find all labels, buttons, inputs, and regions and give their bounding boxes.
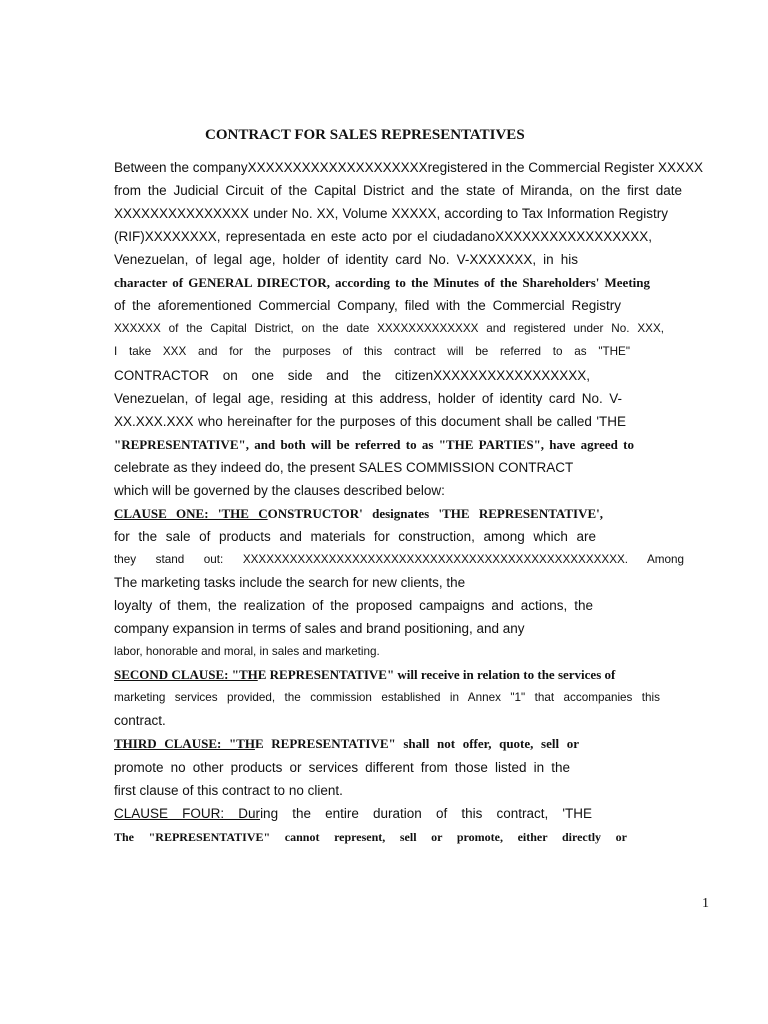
paragraph-line: they stand out: XXXXXXXXXXXXXXXXXXXXXXXXXXXXXXXXXXXXXXXXXXXXXXXXX. Among [114,553,684,566]
paragraph-line: labor, honorable and moral, in sales and marketing. [114,645,380,658]
paragraph-line: company expansion in terms of sales and brand positioning, and any [114,621,525,636]
clause-two-label: SECOND CLAUSE: "TH [114,667,258,682]
paragraph-line: loyalty of them, the realization of the proposed campaigns and actions, the [114,598,593,613]
clause-four-text: ing the entire duration of this contract, 'THE [260,806,592,821]
paragraph-line: I take XXX and for the purposes of this contract will be referred to as "THE" [114,345,630,358]
paragraph-line: Between the companyXXXXXXXXXXXXXXXXXXXXregistered in the Commercial Register XXXXX [114,160,704,175]
clause-three-label: THIRD CLAUSE: "TH [114,736,255,751]
clause-four-heading [114,805,592,823]
paragraph-line: XXXXXX of the Capital District, on the date XXXXXXXXXXXXX and registered under No. XXX, [114,322,664,335]
paragraph-line: Venezuelan, of legal age, holder of identity card No. V-XXXXXXX, in his [114,252,578,267]
paragraph-line: for the sale of products and materials for construction, among which are [114,529,596,544]
paragraph-line: character of GENERAL DIRECTOR, according to the Minutes of the Shareholders' Meeting [114,275,650,290]
paragraph-line: "REPRESENTATIVE", and both will be referred to as "THE PARTIES", have agreed to [114,437,634,452]
paragraph-line: The marketing tasks include the search for new clients, the [114,575,466,590]
clause-one-label: CLAUSE ONE: 'THE C [114,506,268,521]
clause-two-text: E REPRESENTATIVE" will receive in relation to the services of [257,667,616,682]
clause-one-heading [114,505,603,523]
paragraph-line: marketing services provided, the commission established in Annex "1" that accompanies this [114,691,660,704]
paragraph-line: contract. [114,713,166,728]
paragraph-line: celebrate as they indeed do, the present SALES COMMISSION CONTRACT [114,460,574,475]
clause-two-heading [114,666,615,684]
paragraph-line: which will be governed by the clauses described below: [114,483,445,498]
paragraph-line: Venezuelan, of legal age, residing at this address, holder of identity card No. V- [114,391,622,406]
paragraph-line: from the Judicial Circuit of the Capital District and the state of Miranda, on the first date [114,183,682,198]
clause-four-label: CLAUSE FOUR: Dur [114,806,261,821]
paragraph-line: CONTRACTOR on one side and the citizenXXXXXXXXXXXXXXXXX, [114,368,590,383]
paragraph-line: XXXXXXXXXXXXXXX under No. XX, Volume XXXXX, according to Tax Information Registry [114,206,668,221]
clause-three-text: E REPRESENTATIVE" shall not offer, quote, sell or [254,736,579,751]
paragraph-line: (RIF)XXXXXXXX, representada en este acto por el ciudadanoXXXXXXXXXXXXXXXXX, [114,229,652,244]
paragraph-line: XX.XXX.XXX who hereinafter for the purposes of this document shall be called 'THE [114,414,626,429]
document-title: CONTRACT FOR SALES REPRESENTATIVES [205,127,525,143]
paragraph-line: promote no other products or services different from those listed in the [114,760,570,775]
paragraph-line: The "REPRESENTATIVE" cannot represent, sell or promote, either directly or [114,830,627,844]
paragraph-line: of the aforementioned Commercial Company, filed with the Commercial Registry [114,298,621,313]
page-number: 1 [702,896,709,911]
paragraph-line: first clause of this contract to no client. [114,783,343,798]
clause-one-text: ONSTRUCTOR' designates 'THE REPRESENTATIVE', [267,506,603,521]
clause-three-heading [114,735,579,753]
